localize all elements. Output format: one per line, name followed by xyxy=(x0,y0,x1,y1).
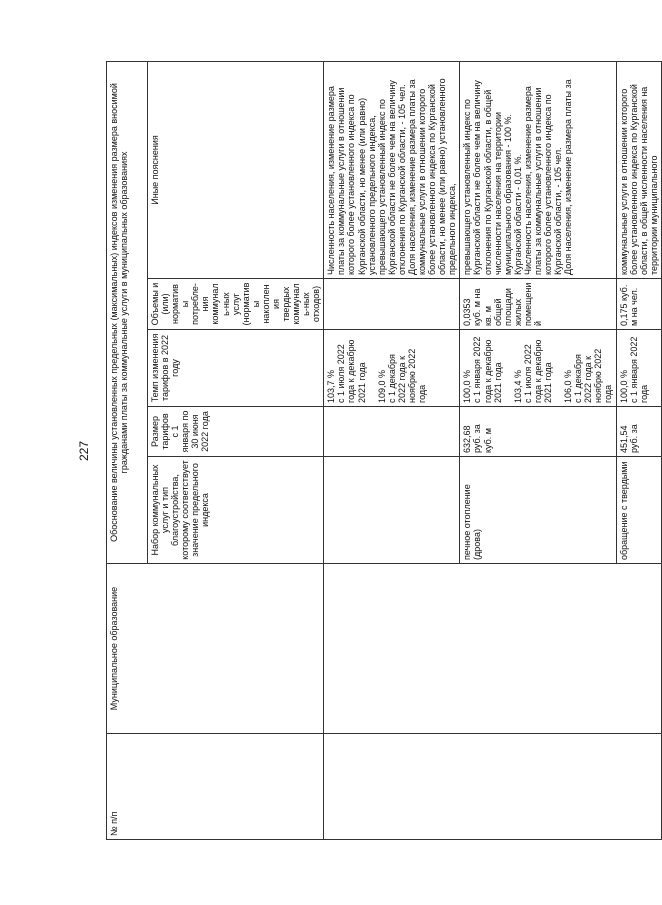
header-justification: Обоснование величины установленных предельных (максимальных) индексов изменения размера вносимой гражданами платы за коммунальные услуги в муниципальных образованиях xyxy=(107,61,148,563)
cell-service: обращение с твердыми xyxy=(616,457,661,564)
header-volumes: Объемы и (или) нормативы потребле-ния коммуналь-ных услуг (нормативы накопления твердых коммуналь-ных отходов) xyxy=(148,279,324,330)
header-notes: Иные пояснения xyxy=(148,61,324,278)
indices-table xyxy=(106,61,662,840)
table-row xyxy=(324,61,460,839)
cell-rate: 100,0 % с 1 января 2022 года к декабрю 2021 года 103,4 % с 1 июля 2022 года к декабрю 2021 года 106,0 % с 1 декабря 2022 года к ноябрю 2022 года xyxy=(460,330,616,407)
cell-notes: коммунальные услуги в отношении которого более установленного индекса по Курганской области, в общей численности населения на территории муниципального xyxy=(616,61,661,278)
cell-service: печное отопление (дрова) xyxy=(460,457,616,564)
cell-volume: 0,175 куб. м на чел. xyxy=(616,279,661,330)
header-service-set: Набор коммунальных услуг и тип благоустройства, которому соответствует значение предельного индекса xyxy=(148,457,324,564)
cell-tariff: 632,68 руб. за куб. м xyxy=(460,407,616,457)
header-municipality: Муниципальное образование xyxy=(107,564,324,734)
header-tariff-rate: Темп изменения тарифов в 2022 году xyxy=(148,330,324,407)
cell-rate: 103,7 % с 1 июля 2022 года к декабрю 2021 года 109,0 % с 1 декабря 2022 года к ноябрю 2022 года xyxy=(324,330,460,407)
cell-tariff: 451,54 руб. за xyxy=(616,407,661,457)
cell-tariff xyxy=(324,407,460,457)
cell-notes: превышающего установленный индекс по Курганской области не более чем на величину отклонения по Курганской области, в общей численности населения на территории муниципального образования - 100 %. Курганской области - 0,01 %. Численность населения, изменение размера платы за коммунальные услуги в отношении которого более установленного индекса по Курганской области, - 105 чел. Доля населения, изменение размера платы за xyxy=(460,61,616,278)
cell-municipality xyxy=(324,564,662,734)
cell-volume: 0,0353 куб. м на кв. м общей площади жилых помещений xyxy=(460,279,616,330)
cell-notes: Численность населения, изменение размера платы за коммунальные услуги в отношении которого более установленного индекса по Курганской области, но менее (или равно) установленного предельного индекса, превышающего установленный индекс по Курганской области не более чем на величину отклонения по Курганской области, - 105 чел. Доля населения, изменение размера платы за коммунальные услуги в отношении которого более установленного индекса по Курганской области, но менее (или равно) установленного предельного индекса, xyxy=(324,61,460,278)
header-num: № п/п xyxy=(107,734,324,840)
rotated-table-frame xyxy=(106,62,659,840)
cell-volume xyxy=(324,279,460,330)
header-tariff-size: Размер тарифов с 1 января по 30 июня 2022 года xyxy=(148,407,324,457)
cell-service xyxy=(324,457,460,564)
page-number: 227 xyxy=(77,440,91,461)
cell-rate: 100,0 % с 1 января 2022 года xyxy=(616,330,661,407)
cell-num xyxy=(324,734,662,840)
